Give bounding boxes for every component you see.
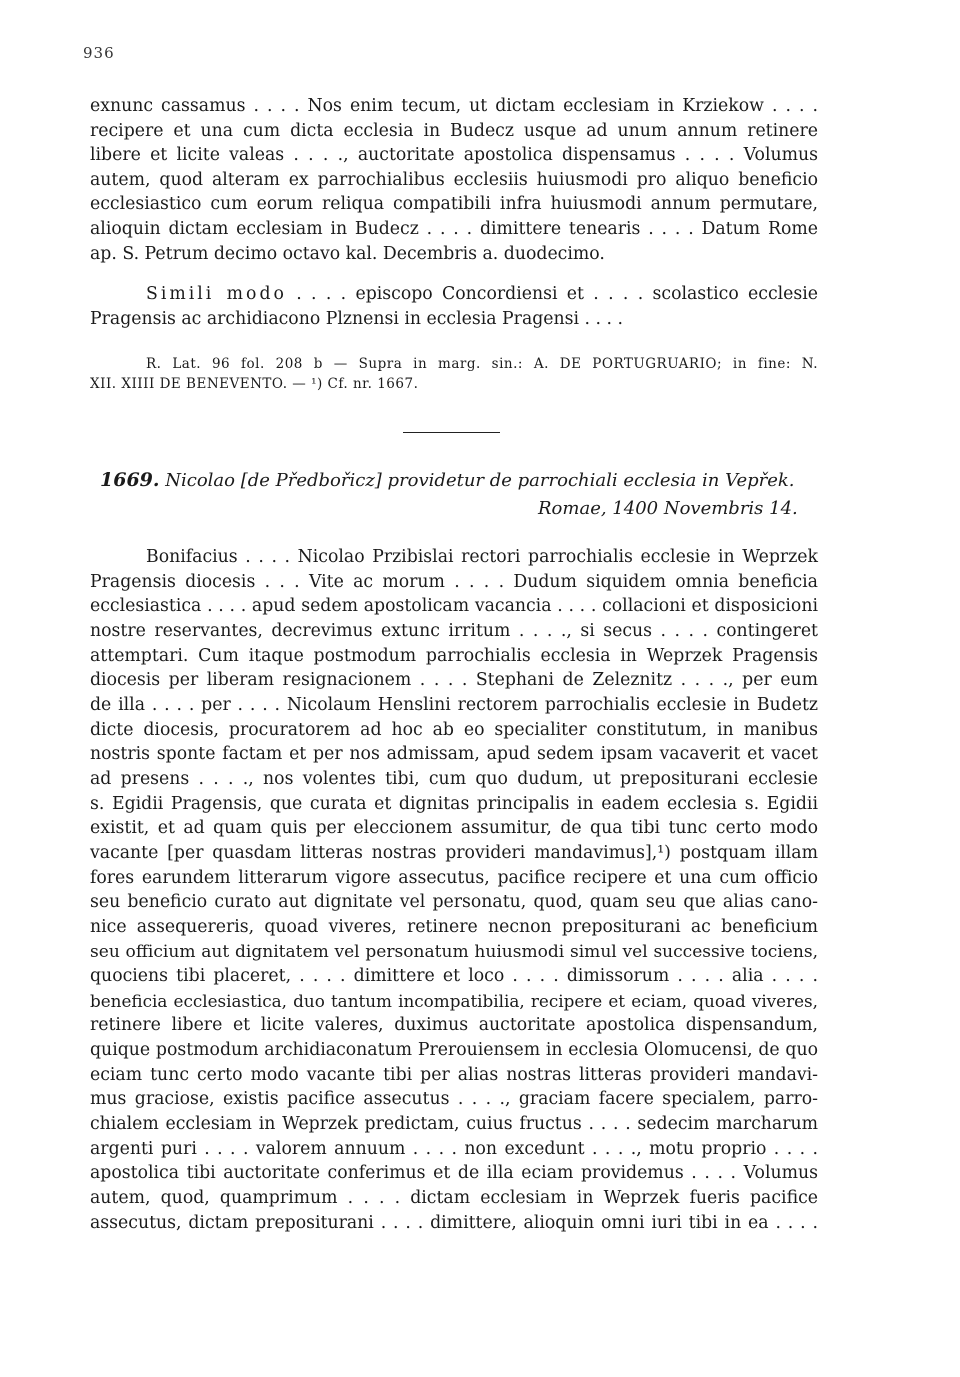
text-line: apostolica tibi auctoritate conferimus et de illa eciam providemus . . . . Volumus <box>90 1163 818 1184</box>
document-body <box>90 545 818 1235</box>
text-line: quociens tibi placeret, . . . . dimittere et loco . . . . dimissorum . . . . alia . . . . <box>90 966 818 987</box>
text-line: eciam tunc certo modo vacante tibi per alias nostras litteras provideri mandavi- <box>90 1064 818 1085</box>
archival-notes <box>90 354 818 394</box>
simili-modo-phrase: Simili modo <box>146 284 287 304</box>
text-line: ecclesiastico cum eorum reliqua compatibili infra huiusmodi annum permutare, <box>90 194 818 215</box>
text-line: autem, quod, quamprimum . . . . dictam ecclesiam in Weprzek fueris pacifice <box>90 1188 818 1209</box>
text-line: dicte diocesis, procuratorem ad hoc ab eo specialiter constitutum, in manibus <box>90 719 818 740</box>
text-line: attemptari. Cum itaque postmodum parrochialis ecclesia in Weprzek Pragensis <box>90 645 818 666</box>
text-line: existit, et ad quam quis per eleccionem assumitur, de qua tibi tunc certo modo <box>90 818 818 839</box>
text-line: retinere libere et licite valeres, duximus auctoritate apostolica dispensandum, <box>90 1015 818 1036</box>
text-line: nostris sponte factam et per nos admissam, apud sedem ipsam vacaverit et vacet <box>90 744 818 765</box>
text-line <box>90 282 818 307</box>
text-line: chialem ecclesiam in Weprzek predictam, cuius fructus . . . . sedecim marcharum <box>90 1114 818 1135</box>
text-line: Bonifacius . . . . Nicolao Przibislai rectori parrochialis ecclesie in Weprzek <box>146 547 818 567</box>
text-line: argenti puri . . . . valorem annuum . . . . non excedunt . . . ., motu proprio . . . . <box>90 1138 818 1159</box>
text-line: Pragensis diocesis . . . Vite ac morum . . . . Dudum siquidem omnia beneficia <box>90 571 818 592</box>
text-line: exnunc cassamus . . . . Nos enim tecum, ut dictam ecclesiam in Krziekow . . . . <box>90 96 818 116</box>
document-heading <box>100 468 800 493</box>
text-line: ad presens . . . ., nos volentes tibi, cum quo dudum, ut prepositurani ecclesie <box>90 768 818 789</box>
text-line-rest: . . . . episcopo Concordiensi et . . . . scolastico ecclesie <box>286 284 818 304</box>
document-date: Romae, 1400 Novembris 14. <box>538 498 798 519</box>
text-line: fores earundem litterarum vigore assecutus, pacifice recipere et una cum officio <box>90 867 818 888</box>
text-line: autem, quod alteram ex parrochialibus ecclesiis huiusmodi pro aliquo beneficio <box>90 169 818 190</box>
section-divider <box>403 432 500 433</box>
note-line: R. Lat. 96 fol. 208 b — Supra in marg. sin.: A. DE PORTUGRUARIO; in fine: N. <box>146 356 818 372</box>
text-line: recipere et una cum dicta ecclesia in Budecz usque ad unum annum retinere <box>90 120 818 141</box>
document-number: 1669. <box>100 469 160 491</box>
page-number: 936 <box>83 44 115 62</box>
text-line: ecclesiastica . . . . apud sedem apostolicam vacancia . . . . collacioni et disposicioni <box>90 596 818 617</box>
text-line: de illa . . . . per . . . . Nicolaum Henslini rectorem parrochialis ecclesie in Budetz <box>90 694 818 715</box>
document-title: Nicolao [de Předbořicz] providetur de parrochiali ecclesia in Vepřek. <box>165 470 795 491</box>
text-line: s. Egidii Pragensis, que curata et dignitas principalis in eadem ecclesia s. Egidii <box>90 793 818 814</box>
text-line: ap. S. Petrum decimo octavo kal. Decembris a. duodecimo. <box>90 243 605 264</box>
text-line: quique postmodum archidiaconatum Prerouiensem in ecclesia Olomucensi, de quo <box>90 1040 818 1061</box>
paragraph-continuation <box>90 94 818 266</box>
note-line: XII. XIIII DE BENEVENTO. — ¹) Cf. nr. 1667. <box>90 376 419 392</box>
text-line: vacante [per quasdam litteras nostras provideri mandavimus],¹) postquam illam <box>90 842 818 863</box>
text-line: nice assequereris, quoad viveres, retinere necnon prepositurani ac beneficium <box>90 916 818 937</box>
text-line: libere et licite valeas . . . ., auctoritate apostolica dispensamus . . . . Volumus <box>90 145 818 166</box>
text-line: nostre reservantes, decrevimus extunc irritum . . . ., si secus . . . . contingeret <box>90 620 818 641</box>
text-line: diocesis per liberam resignacionem . . . . Stephani de Zeleznitz . . . ., per eum <box>90 670 818 691</box>
text-line: assecutus, dictam prepositurani . . . . dimittere, alioquin omni iuri tibi in ea . . . . <box>90 1212 818 1233</box>
text-line: seu beneficio curato aut dignitate vel personatu, quod, quam seu que alias cano- <box>90 892 818 913</box>
text-line: seu officium aut dignitatem vel personatum huiusmodi simul vel successive tociens, <box>90 941 818 962</box>
text-line: alioquin dictam ecclesiam in Budecz . . . . dimittere tenearis . . . . Datum Rome <box>90 218 818 239</box>
text-line: beneficia ecclesiastica, duo tantum incompatibilia, recipere et eciam, quoad viveres, <box>90 990 818 1011</box>
text-line: Pragensis ac archidiacono Plznensi in ecclesia Pragensi . . . . <box>90 308 624 329</box>
text-line: mus graciose, existis pacifice assecutus . . . ., graciam facere specialem, parro- <box>90 1089 818 1110</box>
paragraph-simili-modo <box>90 282 818 331</box>
